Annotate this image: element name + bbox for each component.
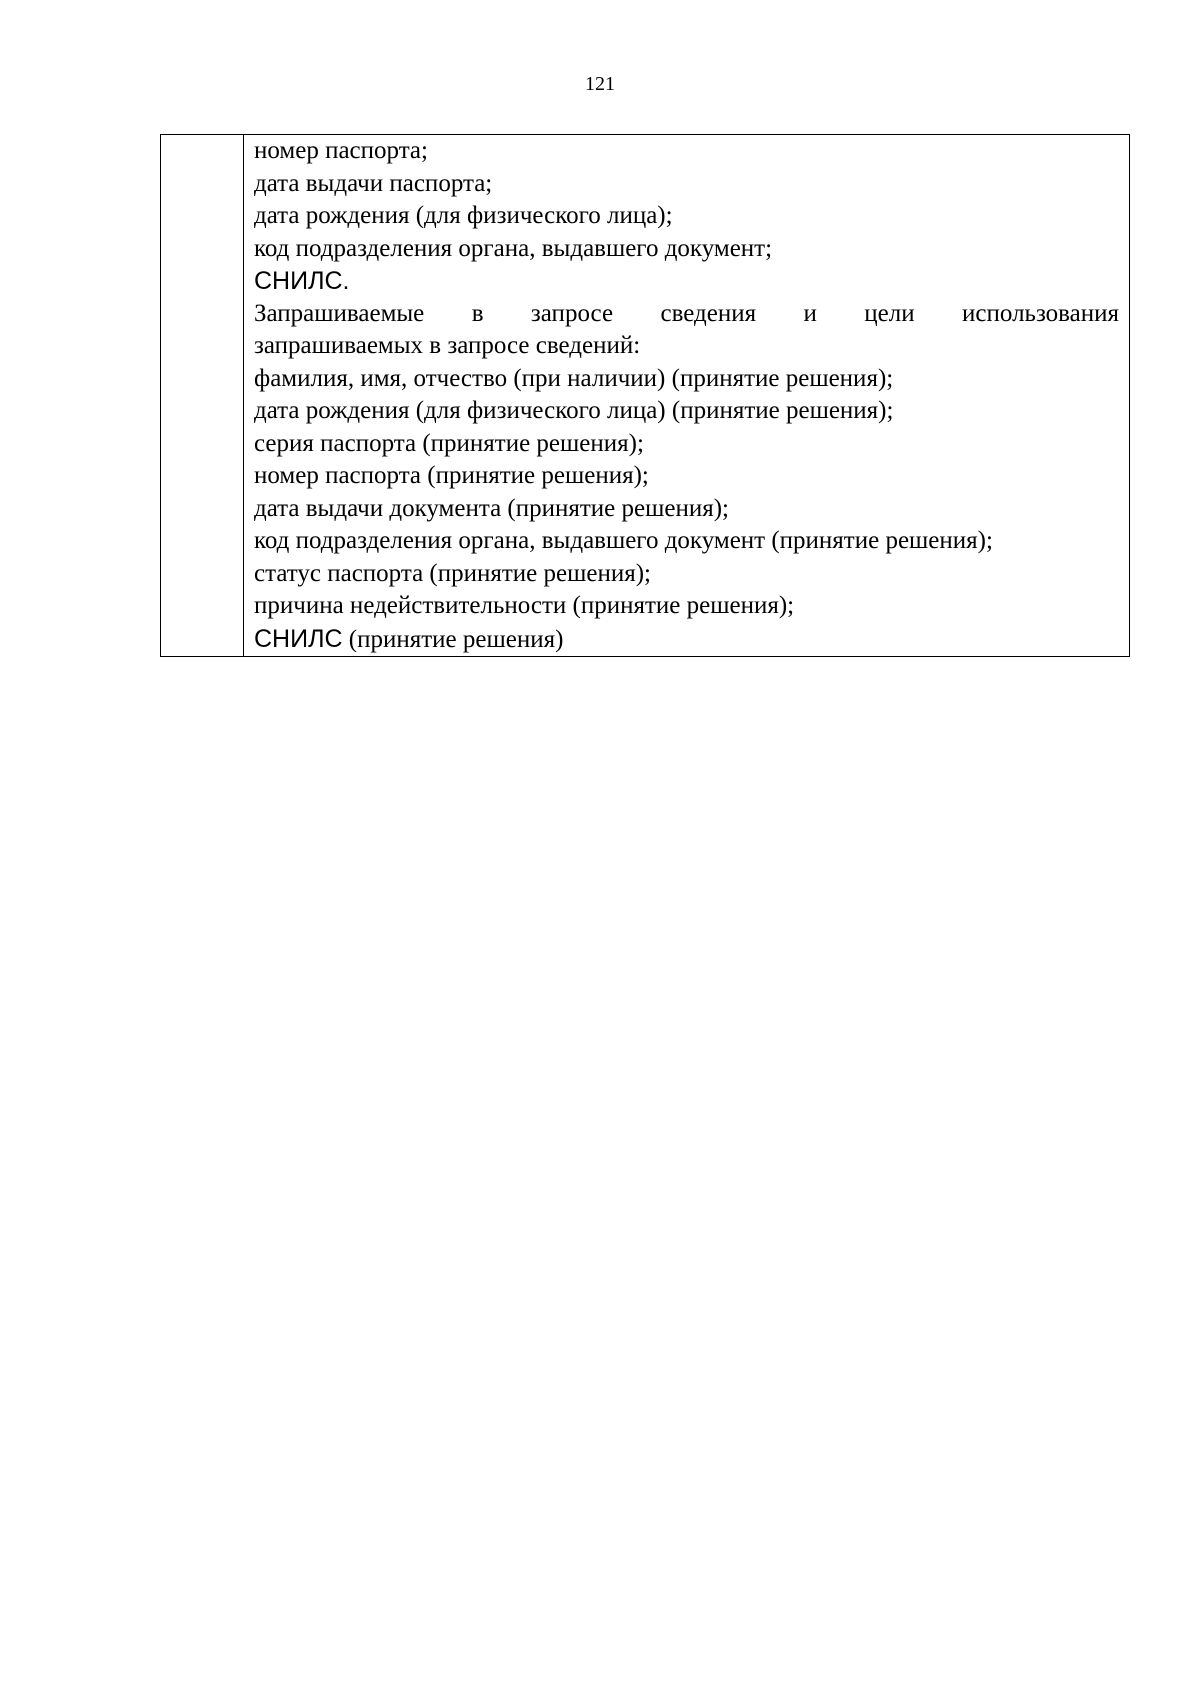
text-line: код подразделения органа, выдавшего документ;: [254, 234, 773, 262]
snils-note: (принятие решения): [342, 625, 564, 653]
text-line: фамилия, имя, отчество (при наличии) (принятие решения);: [254, 364, 894, 392]
text-line: номер паспорта (принятие решения);: [254, 462, 649, 489]
table-cell-left: [161, 135, 244, 657]
text-line: дата выдачи паспорта;: [254, 169, 493, 197]
text-line: причина недействительности (принятие решения);: [254, 592, 795, 619]
requirements-table: [160, 134, 1130, 657]
text-line: дата рождения (для физического лица) (принятие решения);: [254, 397, 894, 424]
table-cell-right: [244, 135, 1130, 657]
table-row: [161, 135, 1130, 657]
text-line: Запрашиваемые в запросе сведения и цели использования: [254, 299, 1119, 327]
text-line: статус паспорта (принятие решения);: [254, 559, 651, 587]
text-line: код подразделения органа, выдавшего документ (принятие решения);: [254, 527, 993, 554]
text-line-last: [254, 623, 1119, 657]
text-line: дата рождения (для физического лица);: [254, 202, 673, 229]
text-line: дата выдачи документа (принятие решения);: [254, 494, 729, 522]
text-line: номер паспорта;: [254, 137, 428, 164]
page-number: 121: [585, 73, 615, 95]
text-line: запрашиваемых в запросе сведений:: [254, 332, 641, 359]
text-line: СНИЛС.: [254, 267, 350, 295]
snils-abbr: СНИЛС: [254, 624, 343, 653]
text-line: серия паспорта (принятие решения);: [254, 429, 644, 457]
